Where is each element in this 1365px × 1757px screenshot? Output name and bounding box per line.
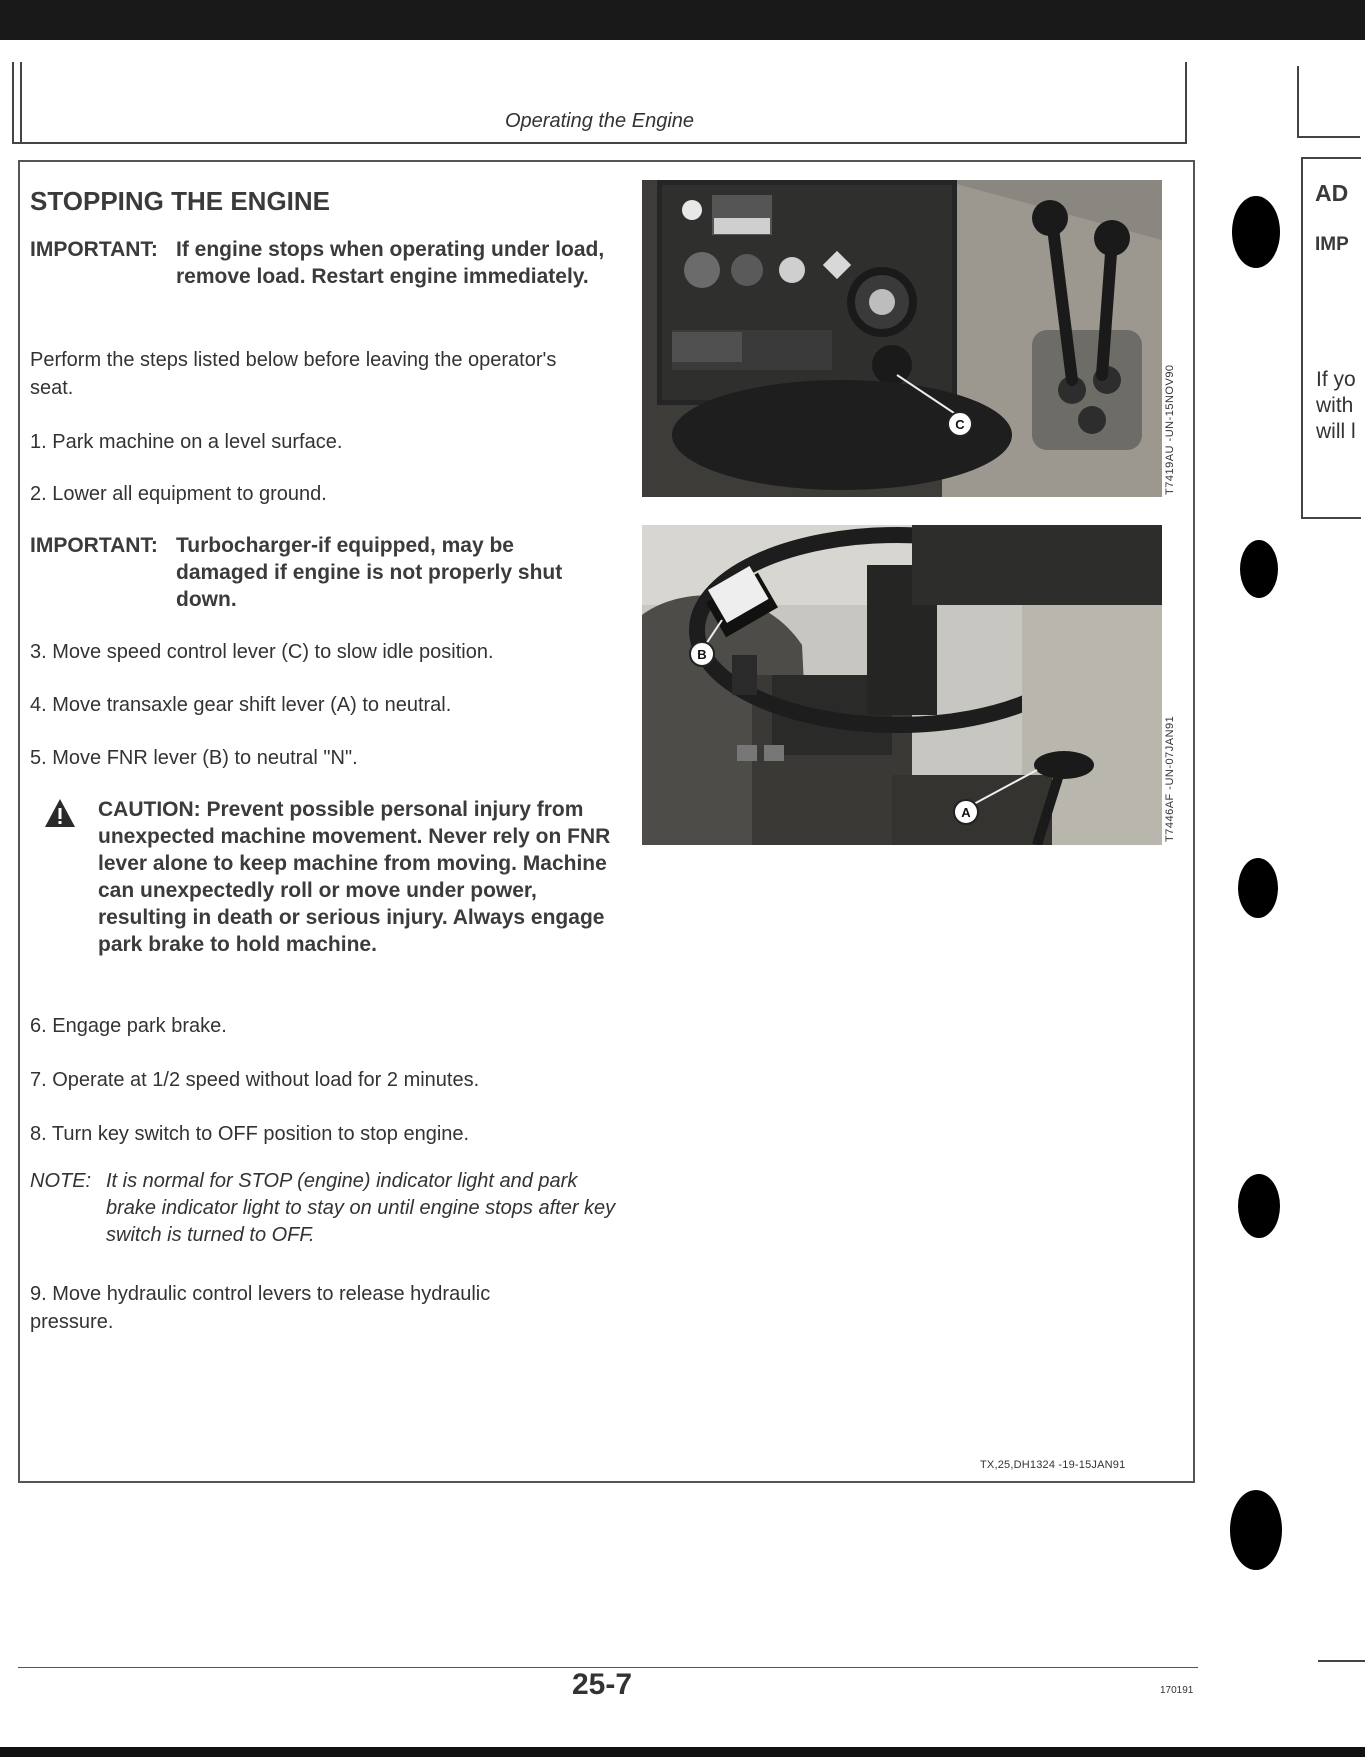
scan-top-bar <box>0 0 1365 40</box>
step-5: 5. Move FNR lever (B) to neutral "N". <box>30 747 358 769</box>
step-4: 4. Move transaxle gear shift lever (A) to neutral. <box>30 694 452 716</box>
note-block <box>30 1168 620 1249</box>
photo1-id: T7419AU -UN-15NOV90 <box>1164 364 1176 495</box>
note-label: NOTE: <box>30 1170 92 1192</box>
important-notice-load <box>30 236 610 290</box>
adjacent-page-line: If yo <box>1316 368 1356 391</box>
binder-hole <box>1240 540 1278 598</box>
callout-b: B <box>697 647 707 662</box>
page-header <box>12 62 1187 144</box>
important-text: If engine stops when operating under load, remove load. Restart engine immediately. <box>176 238 605 288</box>
steering-photo <box>642 525 1162 845</box>
document-reference: TX,25,DH1324 -19-15JAN91 <box>980 1459 1126 1471</box>
step-1: 1. Park machine on a level surface. <box>30 431 343 453</box>
binder-hole <box>1232 196 1280 268</box>
caution-text: CAUTION: Prevent possible personal injury from unexpected machine movement. Never rely on FNR lever alone to keep machine from moving. Machine can unexpectedly roll or move under power, resulting in death or serious injury. Always engage park brake to hold machine. <box>98 798 611 956</box>
header-title: Operating the Engine <box>504 110 695 132</box>
page-number: 25-7 <box>572 1668 633 1701</box>
warning-triangle-icon <box>44 798 76 828</box>
footer-code: 170191 <box>1160 1685 1194 1696</box>
adjacent-page-line: with <box>1316 394 1354 417</box>
important-notice-turbo <box>30 532 610 613</box>
step-6: 6. Engage park brake. <box>30 1015 227 1037</box>
caution-block <box>44 796 624 958</box>
section-heading: STOPPING THE ENGINE <box>30 186 331 216</box>
adjacent-page-important: IMP <box>1315 234 1349 255</box>
binder-hole <box>1230 1490 1282 1570</box>
binder-hole <box>1238 1174 1280 1238</box>
binder-hole <box>1238 858 1278 918</box>
photo2-id: T7446AF -UN-07JAN91 <box>1164 715 1176 842</box>
important-text: Turbocharger-if equipped, may be damaged if engine is not properly shut down. <box>176 534 563 611</box>
callout-a: A <box>961 805 971 820</box>
scan-bottom-bar <box>0 1747 1365 1757</box>
step-3: 3. Move speed control lever (C) to slow idle position. <box>30 641 494 663</box>
callout-c: C <box>955 417 965 432</box>
note-text: It is normal for STOP (engine) indicator light and park brake indicator light to stay on until engine stops after key switch is turned to OFF. <box>106 1170 616 1246</box>
adjacent-page-line: will l <box>1316 420 1356 443</box>
important-label: IMPORTANT: <box>30 534 158 557</box>
step-8: 8. Turn key switch to OFF position to stop engine. <box>30 1123 470 1145</box>
step-7: 7. Operate at 1/2 speed without load for 2 minutes. <box>30 1069 480 1091</box>
dashboard-photo <box>642 180 1162 497</box>
important-label: IMPORTANT: <box>30 238 158 261</box>
adjacent-page-heading: AD <box>1315 180 1349 206</box>
step-2: 2. Lower all equipment to ground. <box>30 483 327 505</box>
intro-paragraph: Perform the steps listed below before leaving the operator's seat. <box>30 349 557 399</box>
step-9: 9. Move hydraulic control levers to release hydraulic pressure. <box>30 1283 491 1333</box>
